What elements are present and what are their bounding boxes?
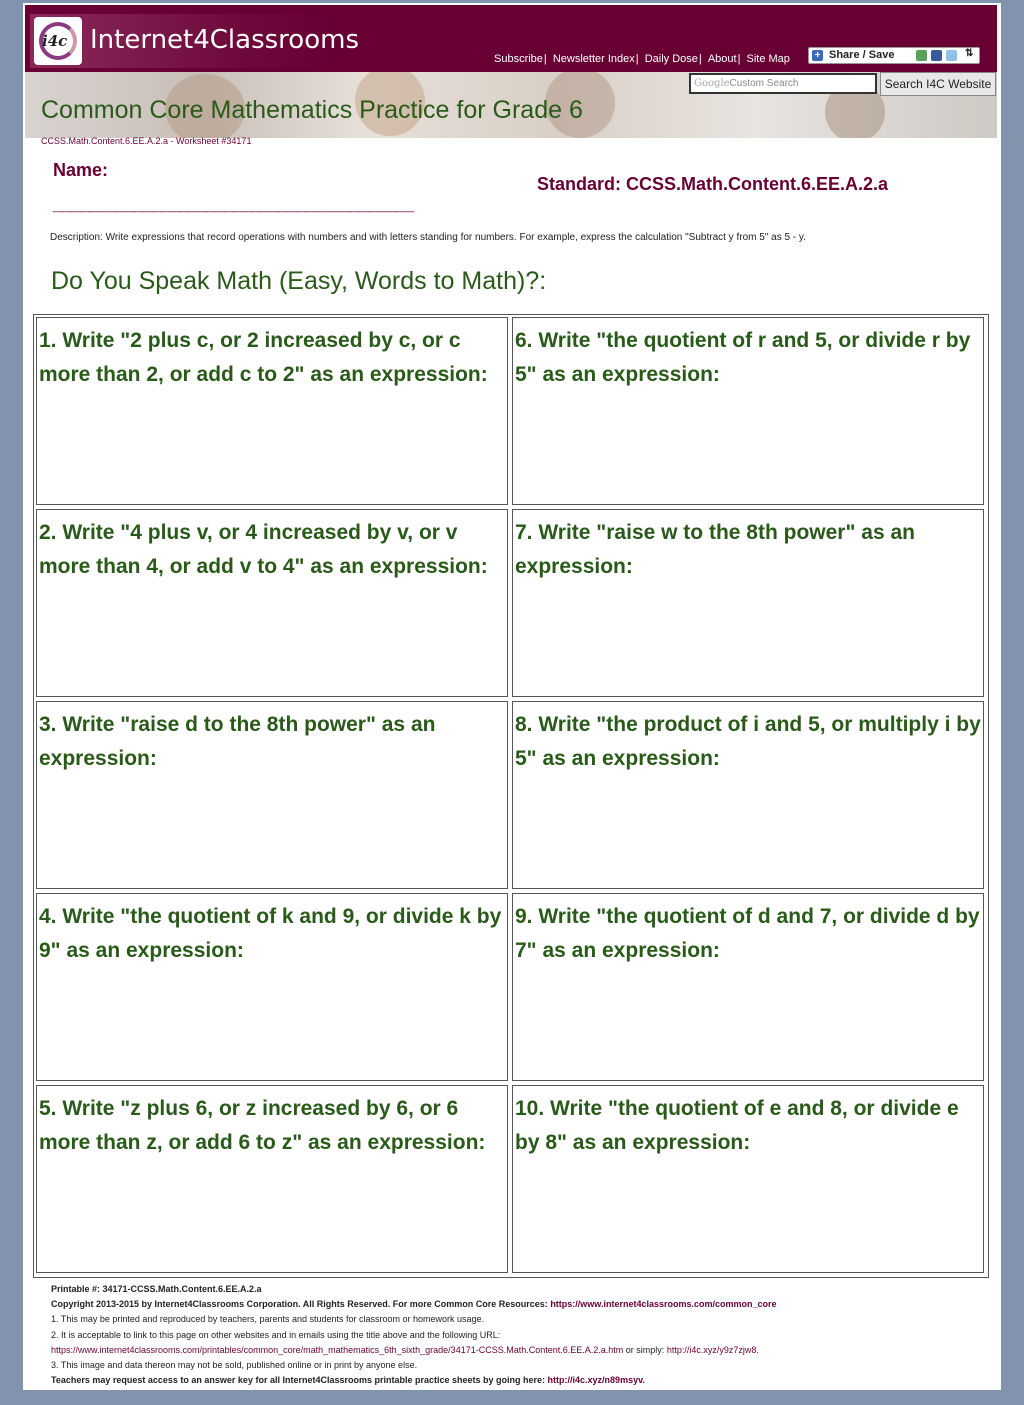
footer [51, 1282, 777, 1388]
logo-text: Internet4Classrooms [90, 25, 359, 55]
question-cell [36, 509, 508, 697]
top-nav: Subscribe| Newsletter Index| Daily Dose| About| Site Map [494, 53, 790, 65]
question-10: 10. Write "the quotient of e and 8, or divide e by 8" as an expression: [515, 1097, 959, 1154]
question-9: 9. Write "the quotient of d and 7, or divide d by 7" as an expression: [515, 905, 980, 962]
nav-newsletter-index[interactable]: Newsletter Index [552, 53, 635, 65]
url-line: https://www.internet4classrooms.com/printables/common_core/math_mathematics_6th_sixth_grade/34171-CCSS.Math.Content.6.EE.A.2.a.htm or simply: http://i4c.xyz/y9z7zjw8. [51, 1344, 759, 1355]
note-3: 3. This image and data thereon may not be sold, published online or in print by anyone else. [51, 1360, 418, 1371]
worksheet-url-link[interactable]: https://www.internet4classrooms.com/printables/common_core/math_mathematics_6th_sixth_grade/34171-CCSS.Math.Content.6.EE.A.2.a.htm [51, 1344, 624, 1355]
question-cell [36, 893, 508, 1081]
common-core-link[interactable]: https://www.internet4classrooms.com/common_core [550, 1299, 777, 1310]
question-4: 4. Write "the quotient of k and 9, or divide k by 9" as an expression: [39, 905, 502, 962]
answer-key-link[interactable]: http://i4c.xyz/n89msyv. [547, 1375, 645, 1386]
search-placeholder: Custom Search [729, 78, 799, 89]
header-banner [25, 72, 997, 138]
site-header [25, 5, 997, 72]
note-2: 2. It is acceptable to link to this page on other websites and in emails using the title above and the following URL: [51, 1329, 501, 1340]
share-save-button[interactable]: + Share / Save ⇅ [808, 47, 980, 64]
standard-label: Standard: CCSS.Math.Content.6.EE.A.2.a [537, 174, 889, 194]
nav-about[interactable]: About [707, 53, 737, 65]
copyright: Copyright 2013-2015 by Internet4Classrooms Corporation. All Rights Reserved. For more Common Core Resources: https://www.internet4classrooms.com/common_core [51, 1299, 777, 1310]
facebook-icon [931, 50, 942, 61]
answer-key-note: Teachers may request access to an answer key for all Internet4Classrooms printable practice sheets by going here: http://i4c.xyz/n89msyv. [51, 1375, 645, 1386]
search-input[interactable] [689, 73, 877, 94]
question-1: 1. Write "2 plus c, or 2 increased by c, or c more than 2, or add c to 2" as an expression: [39, 329, 488, 386]
question-cell [512, 509, 984, 697]
site-logo[interactable] [30, 14, 359, 68]
question-cell [512, 1085, 984, 1273]
google-brand: Google [694, 78, 730, 89]
i4c-logo-icon: i4c [34, 17, 82, 65]
short-url-link[interactable]: http://i4c.xyz/y9z7zjw8. [666, 1344, 759, 1355]
question-3: 3. Write "raise d to the 8th power" as an expression: [39, 713, 436, 770]
breadcrumb[interactable]: CCSS.Math.Content.6.EE.A.2.a - Worksheet #34171 [41, 136, 252, 146]
nav-daily-dose[interactable]: Daily Dose [644, 53, 698, 65]
search-button[interactable]: Search I4C Website [880, 72, 996, 96]
question-cell [36, 701, 508, 889]
question-cell [512, 317, 984, 505]
question-2: 2. Write "4 plus v, or 4 increased by v, or v more than 4, or add v to 4" as an expression: [39, 521, 488, 578]
question-grid [33, 314, 989, 1278]
nav-site-map[interactable]: Site Map [746, 53, 790, 65]
question-7: 7. Write "raise w to the 8th power" as an expression: [515, 521, 915, 578]
section-title: Do You Speak Math (Easy, Words to Math)?: [51, 267, 547, 295]
worksheet-page [23, 3, 1001, 1390]
name-label: Name: [53, 160, 109, 180]
question-6: 6. Write "the quotient of r and 5, or divide r by 5" as an expression: [515, 329, 971, 386]
share-plus-icon: + [812, 50, 823, 61]
description: Description: Write expressions that record operations with numbers and with letters standing for numbers. For example, express the calculation "Subtract y from 5" as 5 - y. [50, 232, 806, 243]
nav-subscribe[interactable]: Subscribe [494, 53, 543, 65]
chevron-updown-icon: ⇅ [965, 48, 974, 59]
question-5: 5. Write "z plus 6, or z increased by 6, or 6 more than z, or add 6 to z" as an expression: [39, 1097, 486, 1154]
printable-number: Printable #: 34171-CCSS.Math.Content.6.EE.A.2.a [51, 1284, 262, 1294]
name-line: ________________________________________ [53, 194, 414, 214]
question-cell [36, 1085, 508, 1273]
note-1: 1. This may be printed and reproduced by teachers, parents and students for classroom or homework usage. [51, 1314, 485, 1325]
twitter-icon [946, 50, 957, 61]
question-cell [512, 893, 984, 1081]
page-title: Common Core Mathematics Practice for Grade 6 [41, 96, 583, 124]
question-cell [512, 701, 984, 889]
email-share-icon [916, 50, 927, 61]
question-cell [36, 317, 508, 505]
question-8: 8. Write "the product of i and 5, or multiply i by 5" as an expression: [515, 713, 981, 770]
